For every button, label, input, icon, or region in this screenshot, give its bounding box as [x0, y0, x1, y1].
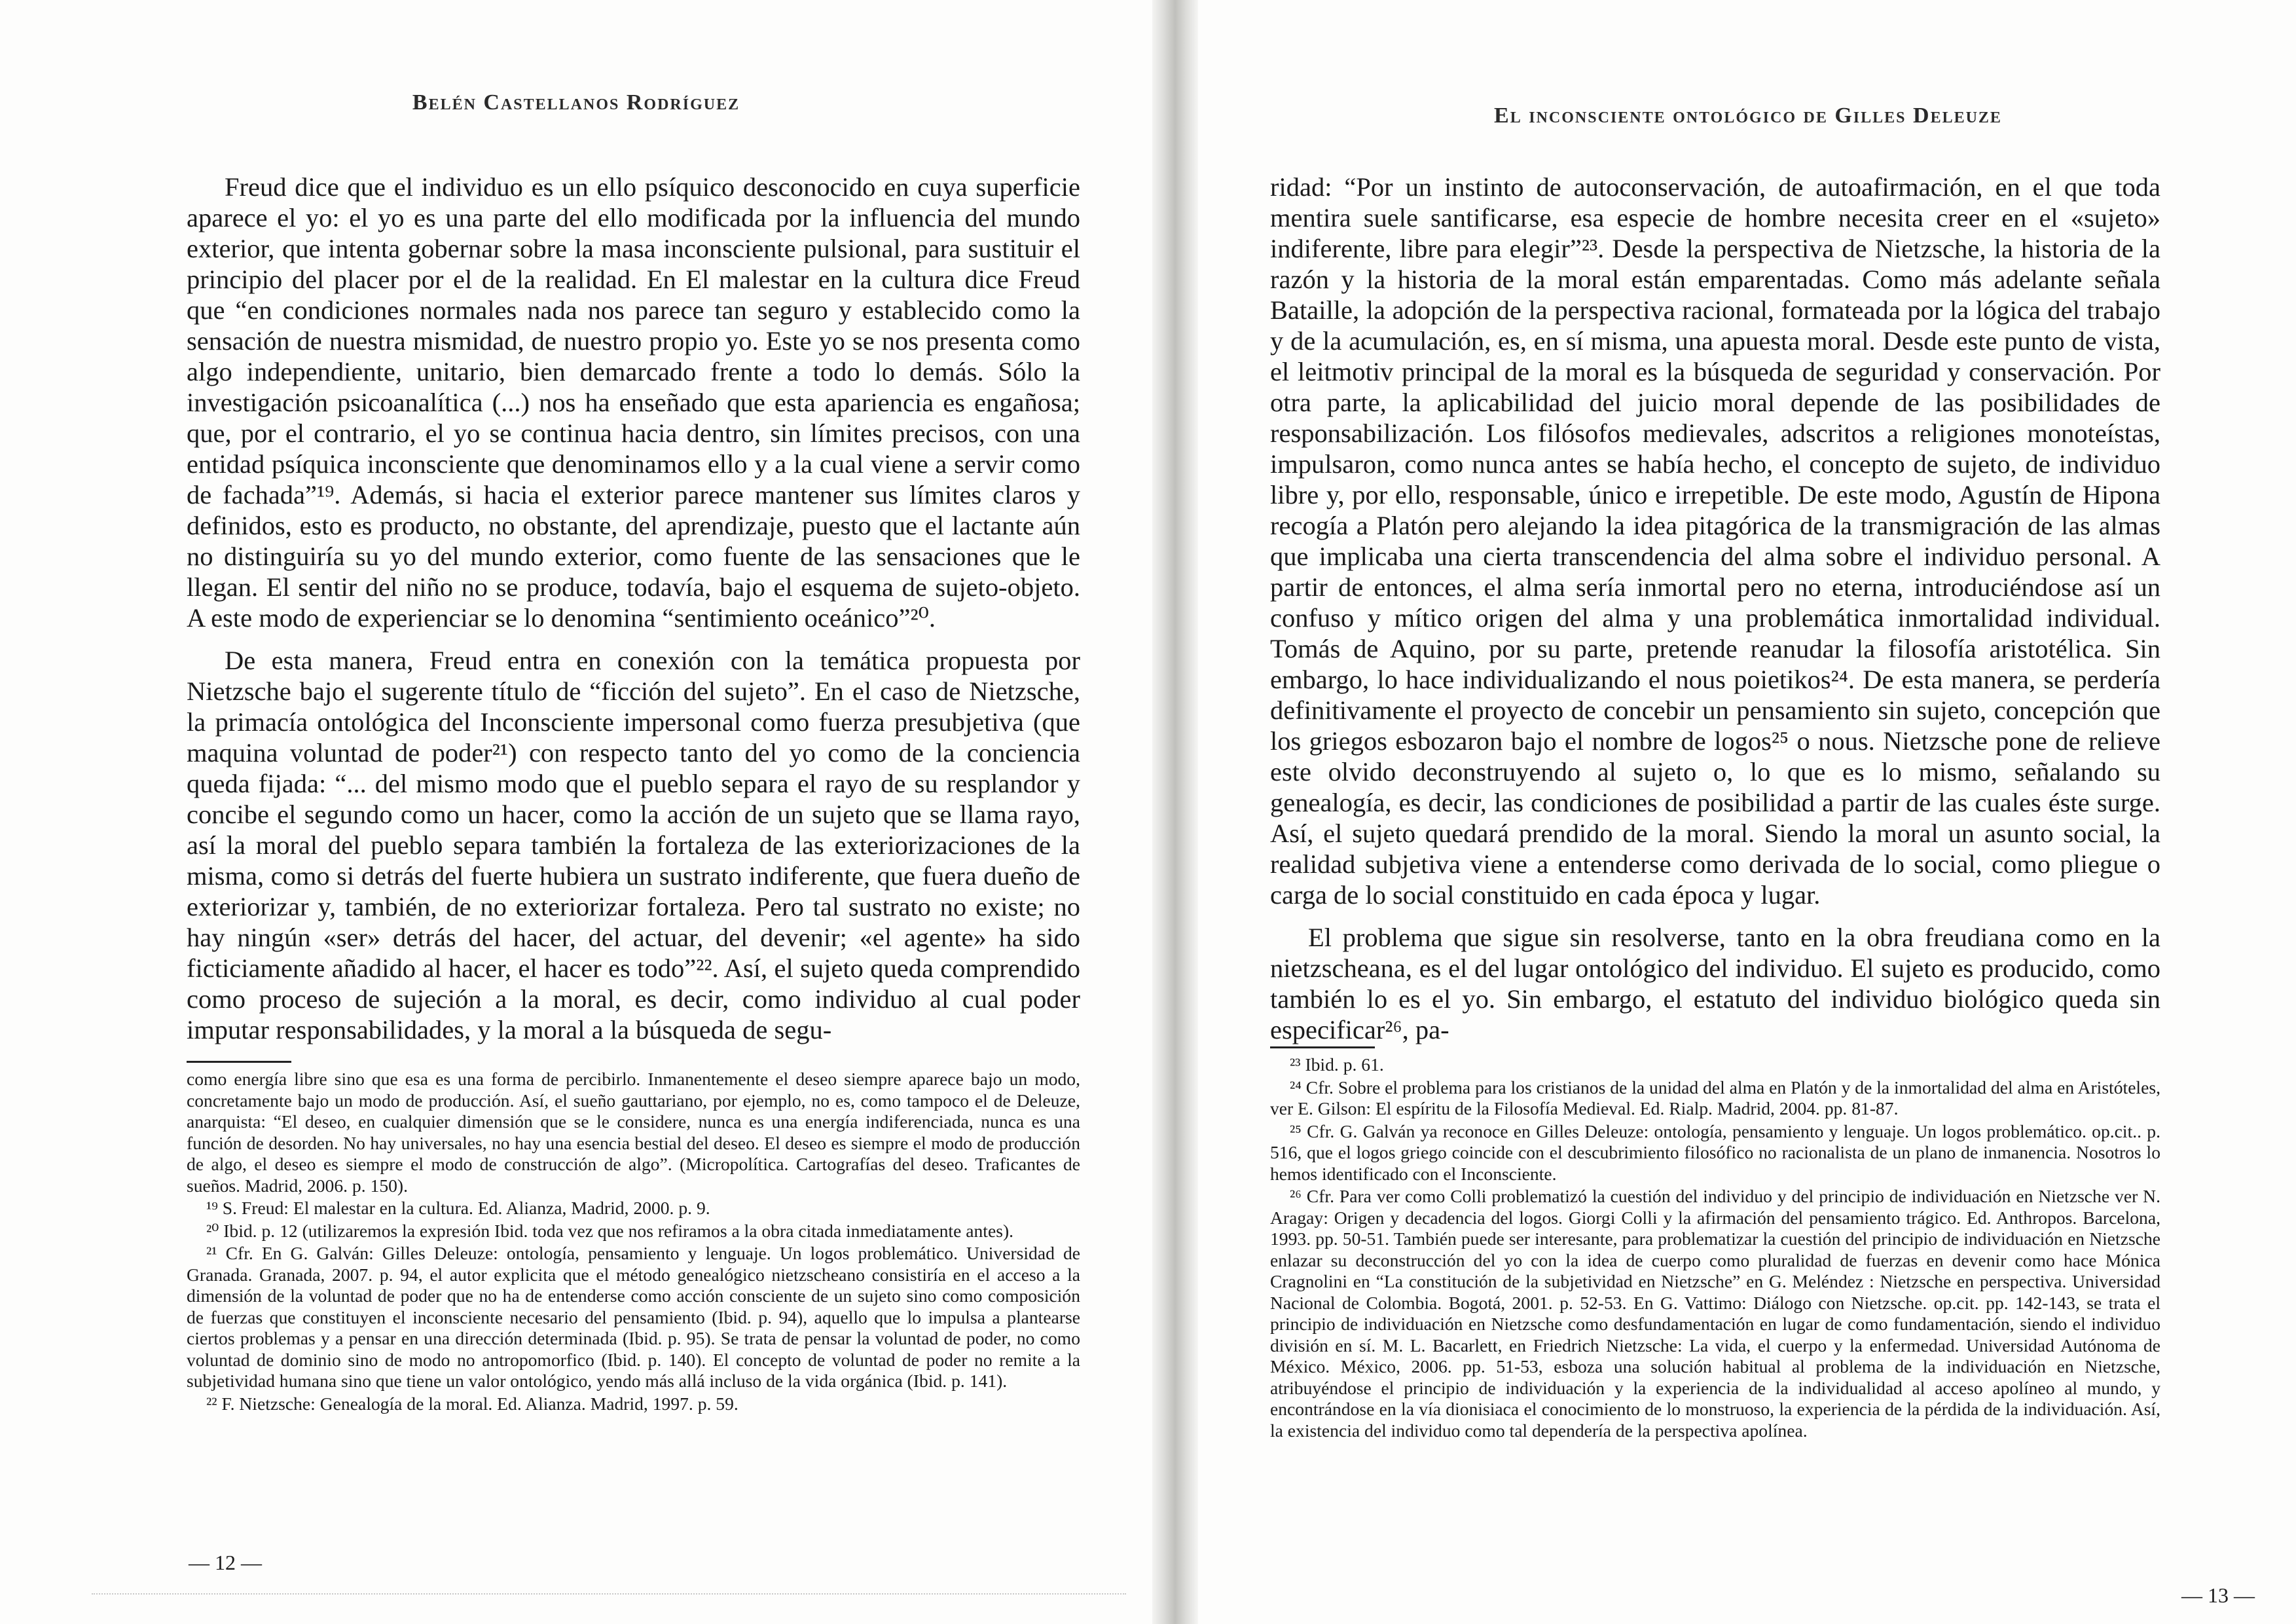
- scan-edge-line: [92, 1593, 1126, 1595]
- footnote: ²⁵ Cfr. G. Galván ya reconoce en Gilles Deleuze: ontología, pensamiento y lenguaje. Un logos problemático. op.cit.. p. 516, que el logos griego coincide con el descubrimiento filosófico no racionalista de un plano de inmanencia. Nosotros lo hemos identificado con el Inconsciente.: [1270, 1120, 2160, 1184]
- body-text: [187, 172, 1080, 1057]
- paragraph: De esta manera, Freud entra en conexión con la temática propuesta por Nietzsche bajo el sugerente título de “ficción del sujeto”. En el caso de Nietzsche, la primacía ontológica del Inconsciente impersonal como fuerza presubjetiva (que maquina voluntad de poder²¹) con respecto tanto del yo como de la conciencia queda fijada: “... del mismo modo que el pueblo separa el rayo de su resplandor y concibe el segundo como un hacer, como la acción de un sujeto que se llama rayo, así la moral del pueblo separa también la fortaleza de las exteriorizaciones de la misma, como si detrás del fuerte hubiera un sustrato indiferente, que fuera dueño de exteriorizar y, también, de no exteriorizar fortaleza. Pero tal sustrato no existe; no hay ningún «ser» detrás del hacer, del actuar, del devenir; «el agente» ha sido ficticiamente añadido al hacer, el hacer es todo”²². Así, el sujeto queda comprendido como proceso de sujeción a la moral, es decir, como individuo al cual poder imputar responsabilidades, y la moral a la búsqueda de segu-: [187, 646, 1080, 1044]
- running-head: Belén Castellanos Rodríguez: [412, 90, 740, 115]
- paragraph: Freud dice que el individuo es un ello psíquico desconocido en cuya superficie aparece el yo: el yo es una parte del ello modificada por la influencia del mundo exterior, que intenta gobernar sobre la masa inconsciente pulsional, para sustituir el principio del placer por el de la realidad. En El malestar en la cultura dice Freud que “en condiciones normales nada nos parece tan seguro y establecido como la sensación de nuestra mismidad, de nuestro propio yo. Este yo se nos presenta como algo independiente, unitario, bien demarcado frente a todo lo demás. Sólo la investigación psicoanalítica (...) nos ha enseñado que esta apariencia es engañosa; que, por el contrario, el yo se continua hacia dentro, sin límites precisos, con una entidad psíquica inconsciente que denominamos ello y a la cual viene a servir como de fachada”¹⁹. Además, si hacia el exterior parece mantener sus límites claros y definidos, esto es producto, no obstante, del aprendizaje, puesto que el lactante aún no distinguiría su yo del mundo exterior, como fuente de las sensaciones que le llegan. El sentir del niño no se produce, todavía, bajo el esquema de sujeto-objeto. A este modo de experienciar se lo denomina “sentimiento oceánico”²⁰.: [187, 172, 1080, 633]
- footnotes: [187, 1069, 1080, 1416]
- footnote-rule: [187, 1061, 291, 1063]
- footnotes: [1270, 1054, 2160, 1443]
- paragraph: El problema que sigue sin resolverse, tanto en la obra freudiana como en la nietzscheana, es el del lugar ontológico del individuo. El sujeto es producido, como también lo es el yo. Sin embargo, el estatuto del individuo biológico queda sin especificar²⁶, pa-: [1270, 923, 2160, 1044]
- footnote: ²⁰ Ibid. p. 12 (utilizaremos la expresión Ibid. toda vez que nos refiramos a la obra citada inmediatamente antes).: [206, 1220, 1014, 1241]
- right-page: [1152, 0, 2296, 1624]
- paragraph: ridad: “Por un instinto de autoconservación, de autoafirmación, en el que toda mentira suele santificarse, esa especie de hombre necesita creer en el «sujeto» indiferente, libre para elegir”²³. Desde la perspectiva de Nietzsche, la historia de la razón y la historia de la moral están emparentadas. Como más adelante señala Bataille, la adopción de la perspectiva racional, formateada por la lógica del trabajo y de la acumulación, es, en sí misma, una apuesta moral. Desde este punto de vista, el leitmotiv principal de la moral es la búsqueda de seguridad y conservación. Por otra parte, la aplicabilidad del juicio moral depende de las posibilidades de responsabilización. Los filósofos medievales, adscritos a religiones monoteístas, impulsaron, como nunca antes se había hecho, el concepto de sujeto, de individuo libre y, por ello, responsable, único e irrepetible. De este modo, Agustín de Hipona recogía a Platón pero alejando la idea pitagórica de la transmigración de las almas que implicaba una cierta transcendencia del alma sobre el individuo personal. A partir de entonces, el alma sería inmortal pero no eterna, introduciéndose así un confuso y mítico origen del alma y una problemática inmortalidad individual. Tomás de Aquino, por su parte, pretende reanudar la filosofía aristotélica. Sin embargo, lo hace individualizando el nous poietikos²⁴. De esta manera, se perdería definitivamente el proyecto de concebir un pensamiento sin sujeto, concepción que los griegos esbozaron bajo el nombre de logos²⁵ o nous. Nietzsche pone de relieve este olvido deconstruyendo al sujeto o, lo que es lo mismo, señalando su genealogía, es decir, las condiciones de posibilidad a partir de las cuales éste surge. Así, el sujeto quedará prendido de la moral. Siendo la moral un asunto social, la realidad subjetiva viene a entenderse como derivada de lo social, como pliegue o carga de lo social constituido en cada época y lugar.: [1270, 172, 2160, 910]
- body-text: [1270, 172, 2160, 1057]
- footnote: ²² F. Nietzsche: Genealogía de la moral. Ed. Alianza. Madrid, 1997. p. 59.: [206, 1393, 738, 1414]
- footnote: ²³ Ibid. p. 61.: [1290, 1054, 1384, 1075]
- footnote: ²⁶ Cfr. Para ver como Colli problematizó la cuestión del individuo y del principio de individuación en Nietzsche ver N. Aragay: Origen y decadencia del logos. Giorgi Colli y la afirmación del pensamiento trágico. Ed. Anthropos. Barcelona, 1993. pp. 50-51. También puede ser interesante, para problematizar la cuestión del principio de individuación en Nietzsche enlazar su deconstrucción del yo con la idea de cuerpo como pluralidad de fuerzas en devenir como hace Mónica Cragnolini en “La constitución de la subjetividad en Nietzsche” en G. Meléndez : Nietzsche en perspectiva. Universidad Nacional de Colombia. Bogotá, 2001. p. 52-53. En G. Vattimo: Diálogo con Nietzsche. op.cit. pp. 142-143, se trata el principio de individuación en Nietzsche como desfundamentación en lugar de como fundamentación, siendo el individuo división en sí. M. L. Bacarlett, en Friedrich Nietzsche: La vida, el cuerpo y la enfermedad. Universidad Autónoma de México. México, 2006. pp. 51-53, esboza una solución habitual al problema de la individuación en Nietzsche, atribuyéndose el principio de individuación y la experiencia de la individualidad al acceso apolíneo al mundo, y encontrándose en la vía dionisiaca el conocimiento de lo monstruoso, la experiencia de la pérdida de la individuación. Así, la existencia del individuo como tal dependería de la perspectiva apolínea.: [1270, 1186, 2160, 1441]
- page-number: — 13 —: [2181, 1583, 2255, 1607]
- footnote: ²¹ Cfr. En G. Galván: Gilles Deleuze: ontología, pensamiento y lenguaje. Un logos problemático. Universidad de Granada. Granada, 2007. p. 94, el autor explicita que el método genealógico nietzscheano consistiría en el acceso a la dimensión de la voluntad de poder que no ha de entenderse como acción consciente de un sujeto sino como composición de fuerzas que constituyen el inconsciente necesario del pensamiento (Ibid. p. 94), aquello que lo impulsa a plantearse ciertos problemas y a pensar en una dirección determinada (Ibid. p. 95). Se trata de pensar la voluntad de poder, no como voluntad de dominio sino de modo no antropomorfico (Ibid. p. 140). El concepto de voluntad de poder no remite a la subjetividad humana sino que tiene un valor ontológico, yendo más allá incluso de la vida orgánica (Ibid. p. 141).: [187, 1243, 1080, 1391]
- footnote: ¹⁹ S. Freud: El malestar en la cultura. Ed. Alianza, Madrid, 2000. p. 9.: [206, 1198, 710, 1218]
- page-number: — 12 —: [189, 1551, 262, 1574]
- footnote-rule: [1270, 1046, 1375, 1048]
- footnote: ²⁴ Cfr. Sobre el problema para los cristianos de la unidad del alma en Platón y de la inmortalidad del alma en Aristóteles, ver E. Gilson: El espíritu de la Filosofía Medieval. Ed. Rialp. Madrid, 2004. pp. 81-87.: [1270, 1077, 2160, 1118]
- footnote: como energía libre sino que esa es una forma de percibirlo. Inmanentemente el deseo siempre aparece bajo un modo, concretamente bajo un modo de producción. Así, el sueño gauttariano, por ejemplo, no es, como tampoco el de Deleuze, anarquista: “El deseo, en cualquier dimensión que se le considere, nunca es una energía indiferenciada, nunca es una función de desorden. No hay universales, no hay una esencia bestial del deseo. El deseo es siempre el modo de producción de algo, el deseo es siempre el modo de construcción de algo”. (Micropolítica. Cartografías del deseo. Traficantes de sueños. Madrid, 2006. p. 150).: [187, 1069, 1080, 1196]
- running-head: El inconsciente ontológico de Gilles Deleuze: [1494, 103, 2002, 128]
